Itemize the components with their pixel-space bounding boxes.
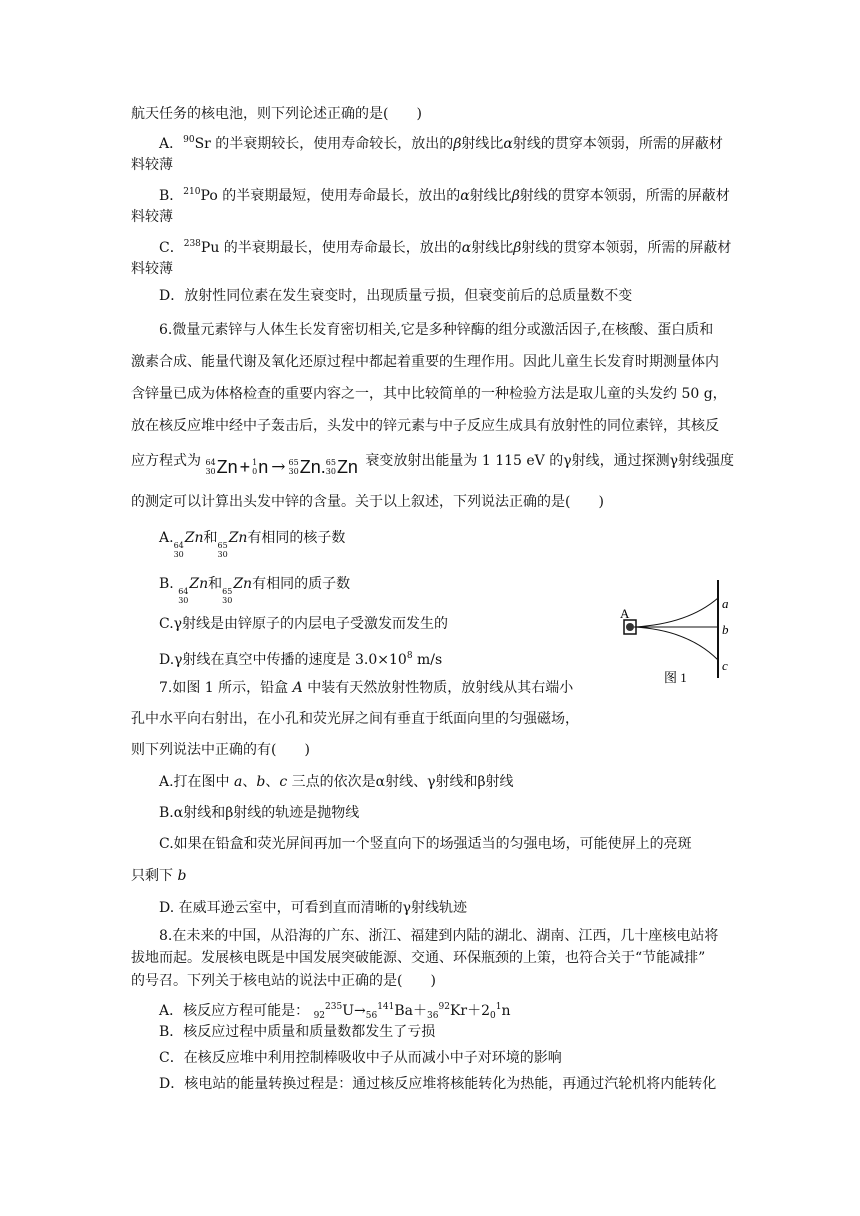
q8-kr: Kr＋2 <box>449 1003 490 1019</box>
q8-n-mass: 1 <box>495 1002 502 1012</box>
q5-c-text3: 射线的贯穿本领弱，所需的屏蔽材 <box>521 240 732 256</box>
q7-l1-a: 7.如图 1 所示，铅盒 <box>159 680 293 696</box>
dot-separator: . <box>320 457 326 477</box>
q6-line4: 放在核反应堆中经中子轰击后，头发中的锌元素与中子反应生成具有放射性的同位素锌，其核反 <box>131 418 719 434</box>
neutron-charge: 0 <box>252 467 258 476</box>
q7-c-cont-text: 只剩下 <box>131 868 178 884</box>
zn65-numbers <box>289 458 299 476</box>
q5-option-b-cont: 料较薄 <box>131 209 173 225</box>
q7-a-pre: A.打在图中 <box>159 774 235 790</box>
q6-line1: 6.微量元素锌与人体生长发育密切相关,它是多种锌酶的组分或激活因子,在核酸、蛋白质和 <box>159 322 714 338</box>
q6-b-zn64-numbers <box>178 587 188 605</box>
figure-caption: 图 1 <box>664 670 687 685</box>
q6-reaction-suffix: 衰变放射出能量为 1 115 eV 的γ射线，通过探测γ射线强度 <box>365 453 734 469</box>
q6-b-zn64: Zn <box>189 576 209 592</box>
q5-option-a <box>159 130 723 154</box>
q5-b-mass: 210 <box>183 187 201 197</box>
q6-b-zn65-charge: 30 <box>222 596 233 605</box>
q6-b-label: B. <box>159 576 179 592</box>
q5-option-b <box>159 182 730 206</box>
q6-d-text: D.γ射线在真空中传播的速度是 3.0×10 <box>159 652 407 668</box>
q6-a-zn64-charge: 30 <box>173 550 184 559</box>
neutron-symbol: n <box>258 457 269 477</box>
q7-option-c-cont <box>131 866 186 886</box>
q7-line3: 则下列说法中正确的有( ) <box>131 742 310 758</box>
q6-a-and: 和 <box>203 530 218 546</box>
q7-a-sep2: 、 <box>265 774 280 790</box>
q5-c-alpha: α <box>461 240 472 256</box>
zn64-charge: 30 <box>205 467 216 476</box>
q6-option-d <box>159 646 442 670</box>
q7-a-post: 三点的依次是α射线、γ射线和β射线 <box>287 774 514 790</box>
q7-a-point-c: c <box>279 774 288 790</box>
q8-n: n <box>501 1003 511 1019</box>
label-point-c: c <box>722 658 728 673</box>
q6-d-exponent: 8 <box>406 651 413 661</box>
reaction-arrow: → <box>271 457 286 477</box>
q6-b-zn64-charge: 30 <box>178 596 189 605</box>
q7-c-point-b: b <box>177 868 187 884</box>
q8-ba-charge: 56 <box>365 1011 378 1021</box>
figure-1-diagram <box>618 578 748 688</box>
q6-a-zn65-charge: 30 <box>217 550 228 559</box>
q6-option-c: C.γ射线是由锌原子的内层电子受激发而发生的 <box>159 616 449 632</box>
zn64-mass: 64 <box>205 458 216 467</box>
q6-a-zn64-mass: 64 <box>173 541 184 550</box>
neutron-numbers <box>252 458 257 476</box>
trajectory-a <box>634 598 718 627</box>
zn-symbol-2: Zn <box>299 457 321 477</box>
q8-line2: 拔地而起。发展核电既是中国发展突破能源、交通、环保瓶颈的上策，也符合关于“节能减排” <box>131 950 706 966</box>
q6-b-zn65: Zn <box>233 576 253 592</box>
q7-a-point-a: a <box>234 774 243 790</box>
trajectory-c <box>634 627 718 660</box>
q6-a-zn65: Zn <box>228 530 248 546</box>
q5-option-c <box>159 234 731 258</box>
q5-c-label: C． <box>159 240 184 256</box>
q6-option-b <box>159 574 350 605</box>
q7-option-d: D. 在威耳逊云室中，可看到直而清晰的γ射线轨迹 <box>159 900 467 916</box>
zn-symbol-3: Zn <box>336 457 358 477</box>
q6-line2: 激素合成、能量代谢及氧化还原过程中都起着重要的生理作用。因此儿童生长发育时期测量体内 <box>131 354 719 370</box>
q5-c-text1: Pu 的半衰期最长，使用寿命最长，放出的 <box>200 240 462 256</box>
q6-reaction-line <box>131 451 734 477</box>
q5-b-text2: 射线比 <box>469 188 512 204</box>
neutron-mass: 1 <box>252 458 258 467</box>
zn64-numbers <box>205 458 215 476</box>
q5-option-c-cont: 料较薄 <box>131 261 173 277</box>
q5-a-text3: 射线的贯穿本领弱，所需的屏蔽材 <box>512 136 723 152</box>
label-point-a: a <box>722 596 729 611</box>
zn-symbol-1: Zn <box>216 457 238 477</box>
label-point-b: b <box>722 622 729 637</box>
q7-line2: 孔中水平向右射出，在小孔和荧光屏之间有垂直于纸面向里的匀强磁场， <box>131 711 579 727</box>
q6-b-text: 有相同的质子数 <box>252 576 351 592</box>
q8-kr-charge: 36 <box>427 1011 439 1021</box>
q5-c-mass: 238 <box>183 239 201 249</box>
q6-a-label: A. <box>159 530 174 546</box>
q8-line3: 的号召。下列关于核电站的说法中正确的是( ) <box>131 973 436 989</box>
q7-option-a <box>159 772 514 792</box>
label-box-A: A <box>620 606 630 621</box>
zn65b-charge: 30 <box>325 467 336 476</box>
q8-u: U→ <box>342 1003 366 1019</box>
q6-a-zn64: Zn <box>184 530 204 546</box>
zn65b-mass: 65 <box>325 458 336 467</box>
q5-c-text2: 射线比 <box>471 240 514 256</box>
q5-a-text2: 射线比 <box>461 136 504 152</box>
q5-intro: 航天任务的核电池，则下列论述正确的是( ) <box>131 106 422 122</box>
q8-u-charge: 92 <box>313 1011 326 1021</box>
q8-a-label: A．核反应方程可能是： <box>159 1003 310 1019</box>
q6-a-zn64-numbers <box>174 541 184 559</box>
q8-option-d: D．核电站的能量转换过程是：通过核反应堆将核能转化为热能，再通过汽轮机将内能转化 <box>159 1076 717 1092</box>
q5-c-beta: β <box>513 240 522 256</box>
zn65-mass: 65 <box>288 458 299 467</box>
q5-a-label: A． <box>159 136 184 152</box>
q8-kr-mass: 92 <box>438 1002 450 1012</box>
radioactive-source <box>626 623 634 631</box>
q7-option-c: C.如果在铅盒和荧光屏间再加一个竖直向下的场强适当的匀强电场，可能使屏上的亮斑 <box>159 836 692 852</box>
q7-l1-b: 中装有天然放射性物质，放射线从其右端小 <box>302 680 574 696</box>
q8-u-mass: 235 <box>325 1002 343 1012</box>
reaction-equation <box>205 457 358 477</box>
plus-sign: + <box>239 457 251 477</box>
q7-a-sep1: 、 <box>242 774 257 790</box>
q6-a-zn65-numbers <box>218 541 228 559</box>
q5-a-beta: β <box>453 136 462 152</box>
q7-box-A: A <box>292 680 303 696</box>
q8-ba: Ba＋ <box>394 1003 428 1019</box>
q5-option-a-cont: 料较薄 <box>131 157 173 173</box>
q7-line1 <box>159 678 573 698</box>
q6-b-zn65-mass: 65 <box>222 587 233 596</box>
q5-b-alpha: α <box>460 188 470 204</box>
q8-option-c: C．在核反应堆中利用控制棒吸收中子从而减小中子对环境的影响 <box>159 1050 562 1066</box>
q5-option-d: D．放射性同位素在发生衰变时，出现质量亏损，但衰变前后的总质量数不变 <box>159 288 633 304</box>
q6-line3: 含锌量已成为体格检查的重要内容之一，其中比较简单的一种检验方法是取儿童的头发约 50 g， <box>131 386 727 402</box>
q8-n-charge: 0 <box>490 1011 496 1021</box>
q5-b-text3: 射线的贯穿本领弱，所需的屏蔽材 <box>519 188 730 204</box>
q5-b-text1: Po 的半衰期最短，使用寿命最长，放出的 <box>200 188 461 204</box>
q6-b-zn65-numbers <box>222 587 232 605</box>
q8-ba-mass: 141 <box>377 1002 395 1012</box>
q5-a-text1: Sr 的半衰期较长，使用寿命较长，放出的 <box>194 136 454 152</box>
q6-d-unit: m/s <box>412 652 443 668</box>
figure-1 <box>618 578 748 688</box>
q6-reaction-prefix: 应方程式为 <box>131 453 201 469</box>
q6-a-zn65-mass: 65 <box>217 541 228 550</box>
q7-a-point-b: b <box>256 774 266 790</box>
q5-b-label: B． <box>159 188 184 204</box>
zn65-charge: 30 <box>288 467 299 476</box>
q6-b-zn64-mass: 64 <box>178 587 189 596</box>
q6-option-a <box>159 528 345 559</box>
q5-a-alpha: α <box>503 136 513 152</box>
q6-line6: 的测定可以计算出头发中锌的含量。关于以上叙述，下列说法正确的是( ) <box>131 494 604 510</box>
q5-a-mass: 90 <box>183 135 195 145</box>
q8-line1: 8.在未来的中国，从沿海的广东、浙江、福建到内陆的湖北、湖南、江西，几十座核电站将 <box>159 928 719 944</box>
q8-option-b: B．核反应过程中质量和质量数都发生了亏损 <box>159 1024 436 1040</box>
zn65b-numbers <box>326 458 336 476</box>
q5-b-beta: β <box>511 188 520 204</box>
q6-b-and: 和 <box>208 576 223 592</box>
q6-a-text: 有相同的核子数 <box>247 530 346 546</box>
q7-option-b: B.α射线和β射线的轨迹是抛物线 <box>159 805 360 821</box>
